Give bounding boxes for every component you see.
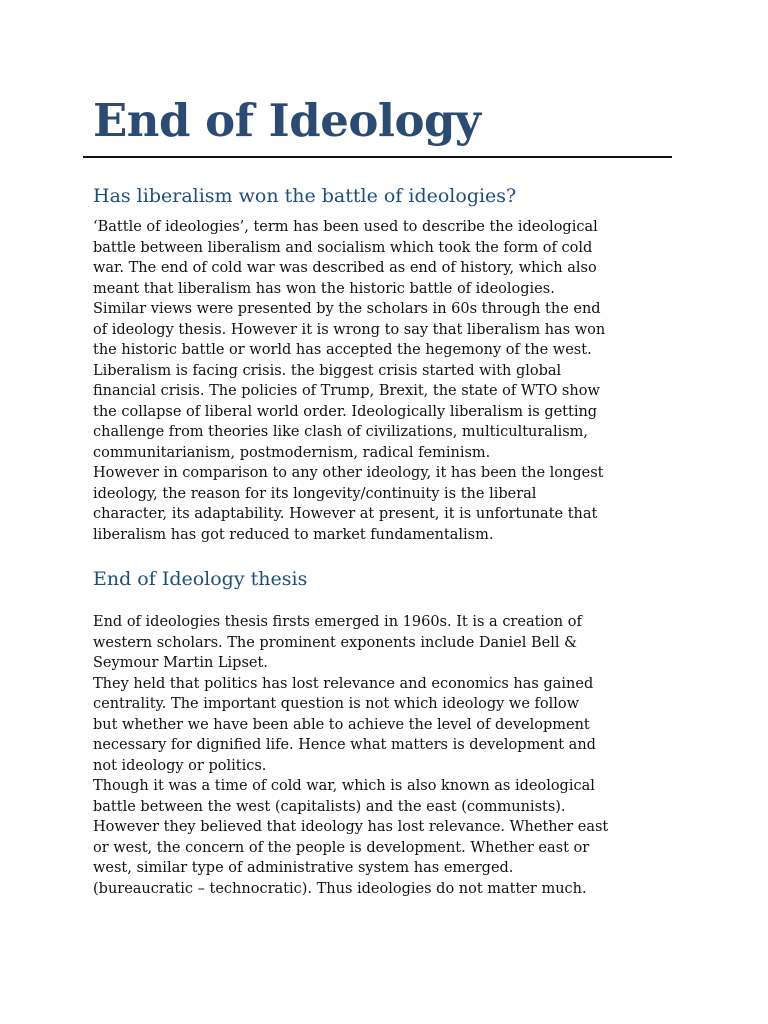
body-line: However they believed that ideology has lost relevance. Whether east [93,819,609,835]
body-line: Seymour Martin Lipset. [93,655,268,671]
body-line: End of ideologies thesis firsts emerged in 1960s. It is a creation of [93,614,582,630]
section-heading-liberalism: Has liberalism won the battle of ideologies? [93,185,517,207]
body-line: meant that liberalism has won the historic battle of ideologies. [93,280,555,297]
body-line: west, similar type of administrative system has emerged. [93,860,514,876]
body-line: or west, the concern of the people is development. Whether east or [93,839,590,856]
body-line: the collapse of liberal world order. Ideologically liberalism is getting [93,403,598,420]
body-line: not ideology or politics. [93,757,267,774]
body-line: financial crisis. The policies of Trump, Brexit, the state of WTO show [93,383,600,399]
body-line: war. The end of cold war was described as end of history, which also [93,260,597,276]
body-line: of ideology thesis. However it is wrong to say that liberalism has won [93,321,606,338]
body-line: character, its adaptability. However at present, it is unfortunate that [93,506,598,522]
body-line: but whether we have been able to achieve the level of development [93,716,590,733]
body-line: However in comparison to any other ideology, it has been the longest [93,465,604,481]
body-line: ‘Battle of ideologies’, term has been used to describe the ideological [93,219,598,235]
body-line: battle between the west (capitalists) and the east (communists). [93,798,566,815]
title-underline-rule [83,156,672,158]
section-heading-end-of-ideology-thesis: End of Ideology thesis [93,568,308,590]
section-body-liberalism [93,217,605,545]
body-line: battle between liberalism and socialism which took the form of cold [93,239,593,256]
body-line: the historic battle or world has accepted the hegemony of the west. [93,342,592,358]
body-line: western scholars. The prominent exponents include Daniel Bell & [93,634,578,651]
body-line: ideology, the reason for its longevity/continuity is the liberal [93,485,537,502]
section-body-end-of-ideology-thesis [93,612,608,899]
body-line: Similar views were presented by the scholars in 60s through the end [93,301,601,317]
body-line: Liberalism is facing crisis. the biggest crisis started with global [93,362,562,379]
body-line: necessary for dignified life. Hence what matters is development and [93,737,596,753]
body-line: challenge from theories like clash of civilizations, multiculturalism, [93,424,589,440]
body-line: liberalism has got reduced to market fundamentalism. [93,526,494,543]
document-title: End of Ideology [93,94,481,147]
body-line: (bureaucratic – technocratic). Thus ideologies do not matter much. [93,880,587,897]
body-line: communitarianism, postmodernism, radical feminism. [93,444,491,461]
body-line: Though it was a time of cold war, which is also known as ideological [93,778,595,794]
body-line: They held that politics has lost relevance and economics has gained [93,675,594,692]
body-line: centrality. The important question is not which ideology we follow [93,696,580,712]
